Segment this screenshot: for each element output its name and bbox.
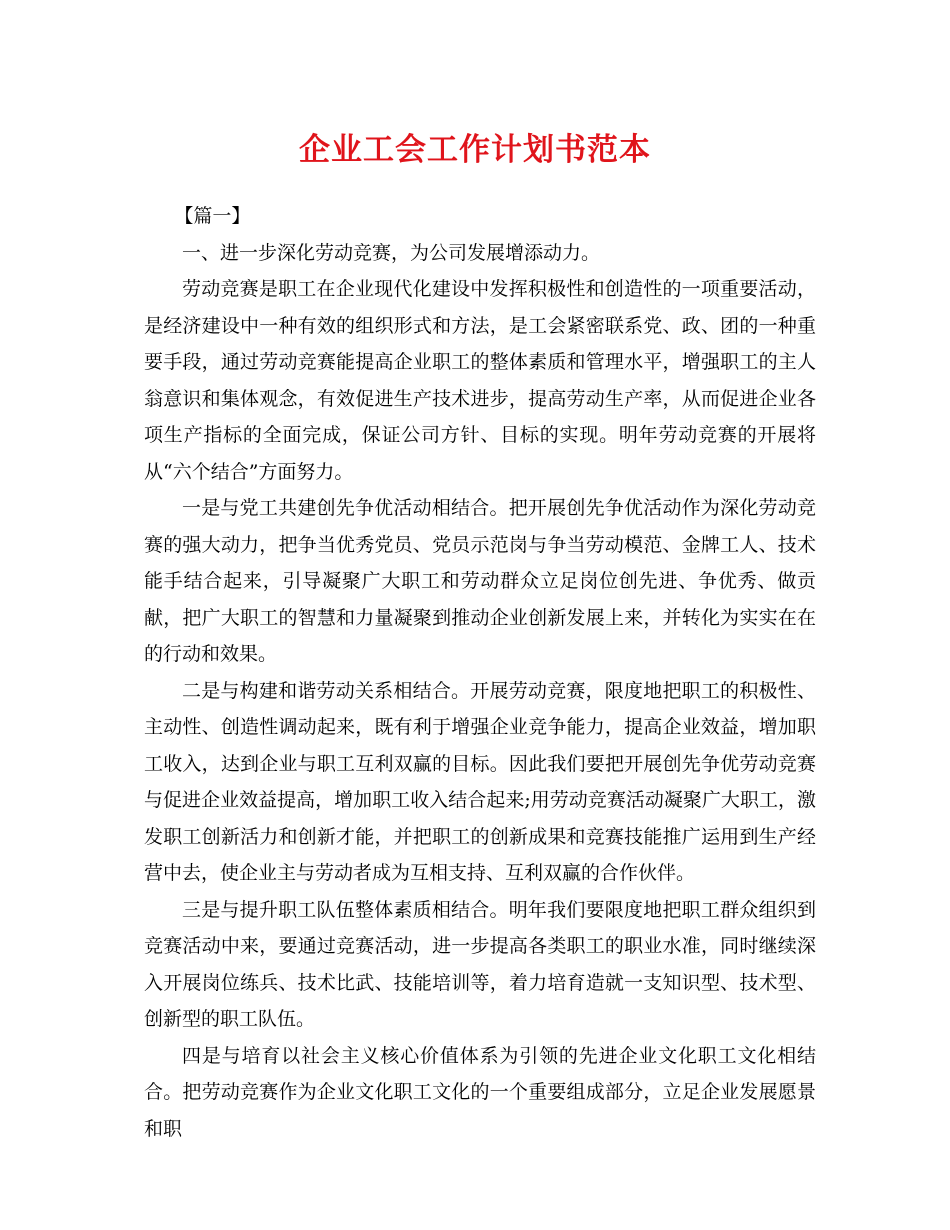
- section-marker: 【篇一】: [174, 205, 251, 227]
- document-body: [144, 198, 816, 1147]
- paragraph-point-2: 二是与构建和谐劳动关系相结合。开展劳动竞赛，限度地把职工的积极性、主动性、创造性调动起来，既有利于增强企业竞争能力，提高企业效益，增加职工收入，达到企业与职工互利双赢的目标。因此我们要把开展创先争优劳动竞赛与促进企业效益提高，增加职工收入结合起来;用劳动竞赛活动凝聚广大职工，激发职工创新活力和创新才能，并把职工的创新成果和竞赛技能推广运用到生产经营中去，使企业主与劳动者成为互相支持、互利双赢的合作伙伴。: [144, 679, 816, 884]
- paragraph-point-3: 三是与提升职工队伍整体素质相结合。明年我们要限度地把职工群众组织到竞赛活动中来，要通过竞赛活动，进一步提高各类职工的职业水准，同时继续深入开展岗位练兵、技术比武、技能培训等，着力培育造就一支知识型、技术型、创新型的职工队伍。: [144, 898, 816, 1030]
- paragraph-point-4: 四是与培育以社会主义核心价值体系为引领的先进企业文化职工文化相结合。把劳动竞赛作为企业文化职工文化的一个重要组成部分，立足企业发展愿景和职: [144, 1044, 816, 1140]
- paragraph-heading-1: 一、进一步深化劳动竞赛，为公司发展增添动力。: [182, 241, 601, 264]
- paragraph-point-1: 一是与党工共建创先争优活动相结合。把开展创先争优活动作为深化劳动竞赛的强大动力，把争当优秀党员、党员示范岗与争当劳动模范、金牌工人、技术能手结合起来，引导凝聚广大职工和劳动群众立足岗位创先进、争优秀、做贡献，把广大职工的智慧和力量凝聚到推动企业创新发展上来，并转化为实实在在的行动和效果。: [144, 497, 816, 665]
- paragraph-intro: 劳动竞赛是职工在企业现代化建设中发挥积极性和创造性的一项重要活动，是经济建设中一种有效的组织形式和方法，是工会紧密联系党、政、团的一种重要手段，通过劳动竞赛能提高企业职工的整体素质和管理水平，增强职工的主人翁意识和集体观念，有效促进生产技术进步，提高劳动生产率，从而促进企业各项生产指标的全面完成，保证公司方针、目标的实现。明年劳动竞赛的开展将从“六个结合”方面努力。: [144, 278, 816, 483]
- document-title: 企业工会工作计划书范本: [299, 132, 651, 168]
